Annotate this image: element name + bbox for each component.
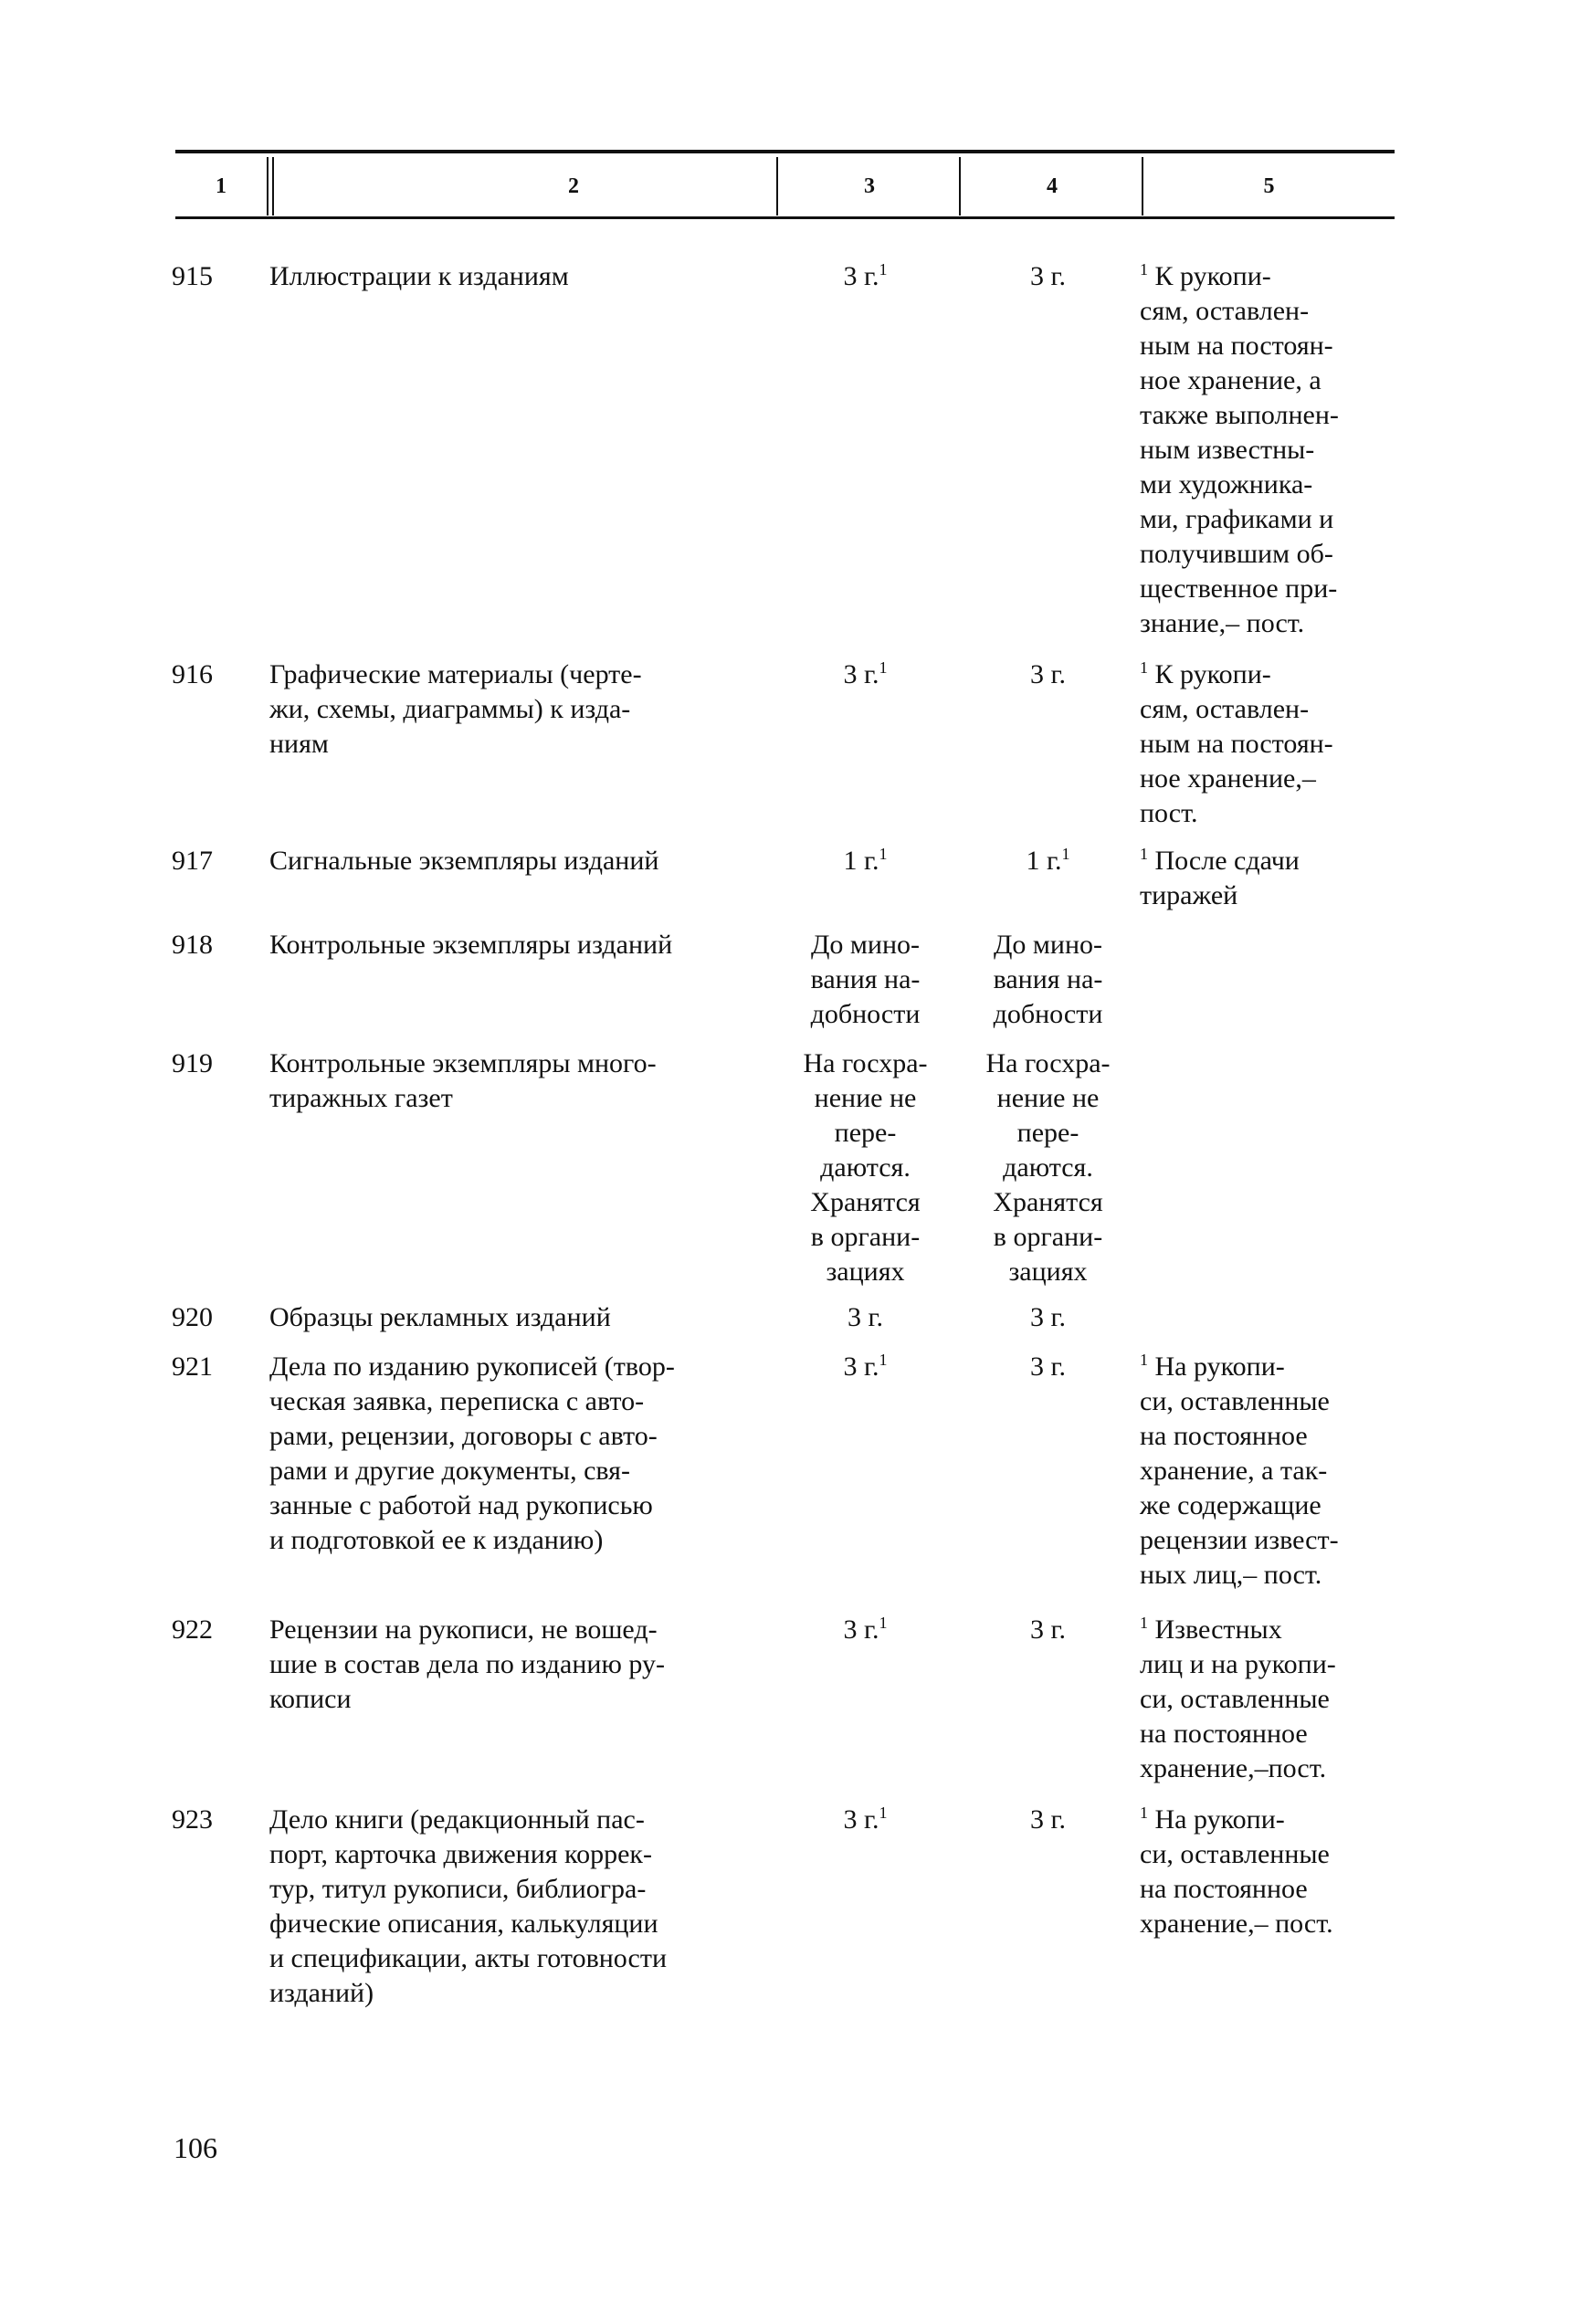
note-text: На рукопи- си, оставленные на постоянное хранение, а так- же содержащие рецензии извест- ных лиц,– пост. xyxy=(1140,1351,1339,1590)
row-note xyxy=(1140,1613,1395,1786)
row-description: Графические материалы (черте- жи, схемы, диаграммы) к изда- ниям xyxy=(269,659,642,759)
row-number: 921 xyxy=(172,1351,213,1382)
note-text: После сдачи тиражей xyxy=(1140,846,1300,910)
retention-col4 xyxy=(964,259,1132,294)
footnote-mark: 1 xyxy=(1140,1351,1148,1369)
row-note xyxy=(1140,259,1395,641)
retention-col4-text: 3 г. xyxy=(1030,1614,1066,1645)
retention-col4: 3 г. xyxy=(1030,1302,1066,1332)
retention-col3-text: 3 г. xyxy=(843,1804,879,1835)
header-col-3: 3 xyxy=(864,174,875,198)
footnote-mark: 1 xyxy=(1140,260,1148,279)
row-description: Иллюстрации к изданиям xyxy=(269,261,569,291)
retention-col3 xyxy=(781,844,950,878)
row-note xyxy=(1140,844,1395,913)
row-description: Сигнальные экземпляры изданий xyxy=(269,846,659,876)
retention-col4-text: 3 г. xyxy=(1030,1804,1066,1835)
header-col-4: 4 xyxy=(1047,174,1058,198)
retention-col3-text: 1 г. xyxy=(843,846,879,876)
retention-col3 xyxy=(781,259,950,294)
note-text: На рукопи- си, оставленные на постоянное хранение,– пост. xyxy=(1140,1804,1333,1939)
retention-col3 xyxy=(781,657,950,692)
retention-col3 xyxy=(781,1613,950,1647)
note-text: Известных лиц и на рукопи- си, оставленные на постоянное хранение,–пост. xyxy=(1140,1614,1336,1783)
row-number: 922 xyxy=(172,1614,213,1645)
row-description: Дело книги (редакционный пас- порт, карточка движения коррек- тур, титул рукописи, библиогра- фические описания, калькуляции и спецификации, акты готовности изданий) xyxy=(269,1804,668,2008)
retention-col4-text: 3 г. xyxy=(1030,1351,1066,1382)
row-description: Контрольные экземпляры много- тиражных газет xyxy=(269,1048,657,1113)
row-number: 915 xyxy=(172,261,213,291)
row-number: 917 xyxy=(172,846,213,876)
footnote-mark: 1 xyxy=(1061,845,1070,863)
retention-col4 xyxy=(964,1350,1132,1384)
row-note xyxy=(1140,1350,1395,1593)
row-description: Образцы рекламных изданий xyxy=(269,1302,611,1332)
footnote-mark: 1 xyxy=(1140,845,1148,863)
retention-col3-text: 3 г. xyxy=(843,659,879,689)
retention-col3-text: 3 г. xyxy=(843,261,879,291)
header-divider xyxy=(267,157,269,216)
note-text: К рукопи- сям, оставлен- ным на постоян- ное хранение, а также выполнен- ным известны- ми художника- ми, графиками и получившим об- щественное при- знание,– пост. xyxy=(1140,261,1339,638)
retention-col3-text: 3 г. xyxy=(843,1351,879,1382)
row-number: 916 xyxy=(172,659,213,689)
footnote-mark: 1 xyxy=(879,1803,888,1822)
footnote-mark: 1 xyxy=(879,845,888,863)
row-number: 920 xyxy=(172,1302,213,1332)
retention-col4-text: 1 г. xyxy=(1026,846,1062,876)
row-note xyxy=(1140,657,1395,831)
footnote-mark: 1 xyxy=(879,658,888,677)
retention-col4: До мино- вания на- добности xyxy=(993,930,1103,1029)
row-number: 923 xyxy=(172,1804,213,1835)
retention-col4 xyxy=(964,657,1132,692)
footnote-mark: 1 xyxy=(1140,658,1148,677)
row-number: 918 xyxy=(172,930,213,960)
header-col-5: 5 xyxy=(1263,174,1275,198)
row-description: Контрольные экземпляры изданий xyxy=(269,930,673,960)
note-text: К рукопи- сям, оставлен- ным на постоян- ное хранение,– пост. xyxy=(1140,659,1333,828)
retention-col4-text: 3 г. xyxy=(1030,261,1066,291)
retention-col3-text: 3 г. xyxy=(843,1614,879,1645)
page-number: 106 xyxy=(174,2131,217,2164)
row-description: Рецензии на рукописи, не вошед- шие в состав дела по изданию ру- кописи xyxy=(269,1614,665,1714)
row-note xyxy=(1140,1803,1395,1941)
retention-col3 xyxy=(781,1350,950,1384)
retention-col3: До мино- вания на- добности xyxy=(810,930,921,1029)
footnote-mark: 1 xyxy=(879,260,888,279)
retention-col3: На госхра- нение не пере- даются. Хранятся в органи- зациях xyxy=(803,1048,928,1287)
retention-col4 xyxy=(964,1803,1132,1837)
table-header xyxy=(175,150,1395,219)
retention-col3: 3 г. xyxy=(848,1302,883,1332)
row-description: Дела по изданию рукописей (твор- ческая заявка, переписка с авто- рами, рецензии, договоры с авто- рами и другие документы, свя- занные с работой над рукописью и подготовкой ее к изданию) xyxy=(269,1351,675,1555)
header-col-1: 1 xyxy=(216,174,226,198)
retention-col4 xyxy=(964,1613,1132,1647)
footnote-mark: 1 xyxy=(879,1351,888,1369)
retention-col4 xyxy=(964,844,1132,878)
header-col-2: 2 xyxy=(568,174,579,198)
footnote-mark: 1 xyxy=(879,1614,888,1632)
retention-col4: На госхра- нение не пере- даются. Хранятся в органи- зациях xyxy=(985,1048,1111,1287)
footnote-mark: 1 xyxy=(1140,1614,1148,1632)
row-number: 919 xyxy=(172,1048,213,1078)
retention-col4-text: 3 г. xyxy=(1030,659,1066,689)
footnote-mark: 1 xyxy=(1140,1803,1148,1822)
retention-col3 xyxy=(781,1803,950,1837)
